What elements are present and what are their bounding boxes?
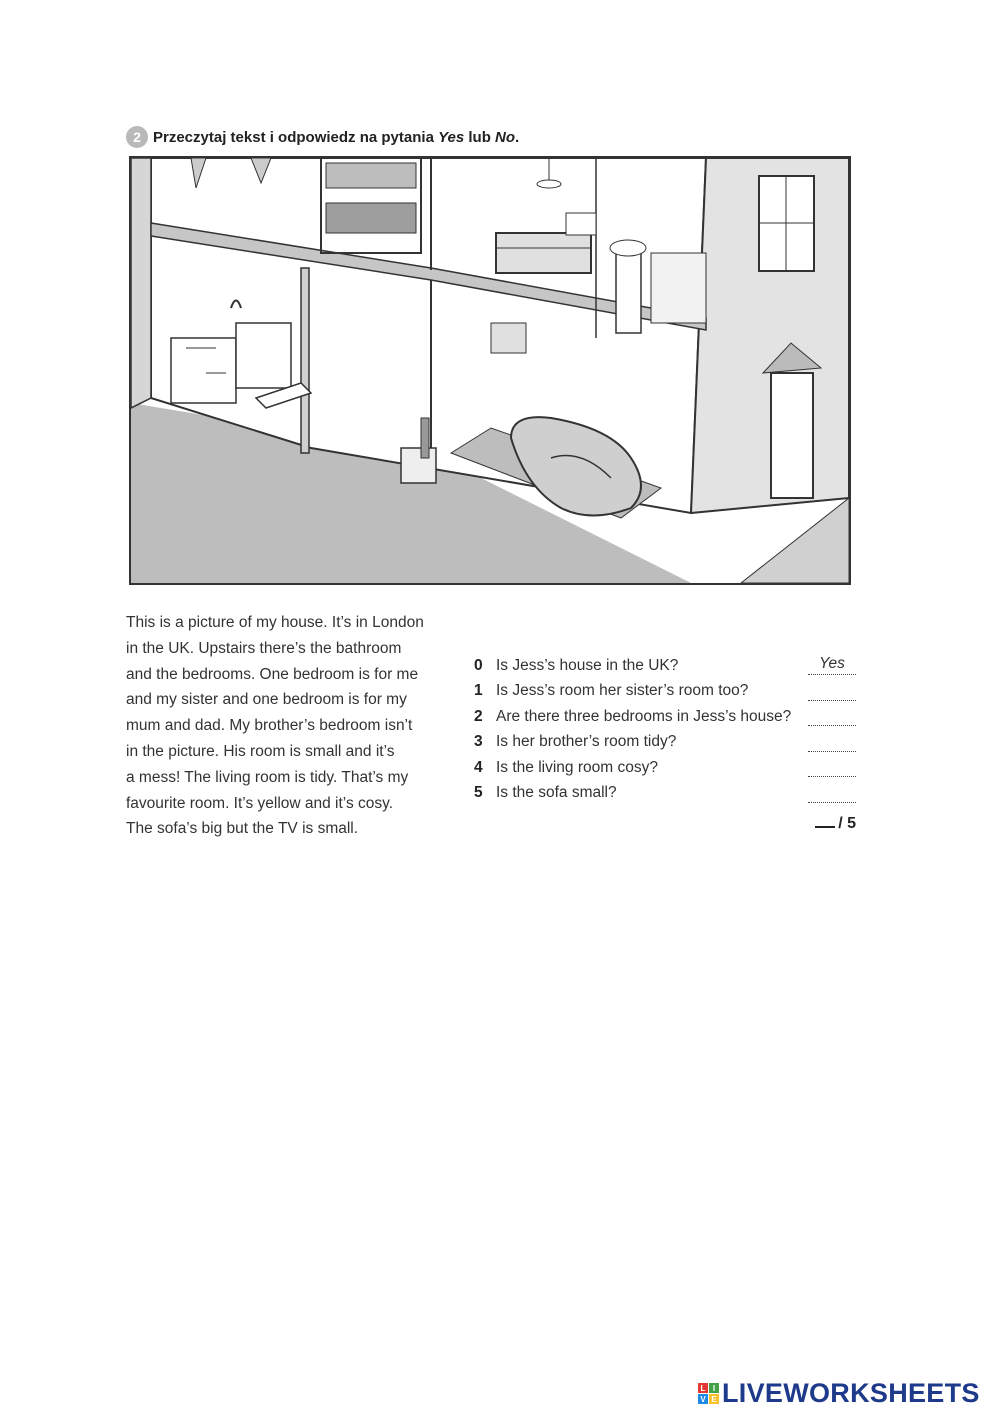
liveworksheets-logo-icon (698, 1383, 719, 1404)
question-row-5 (474, 781, 856, 807)
score-total (815, 815, 856, 833)
question-row-4 (474, 755, 856, 781)
question-text: Is Jess’s house in the UK? (496, 656, 679, 674)
question-row-2 (474, 704, 856, 730)
question-text: Are there three bedrooms in Jess’s house? (496, 707, 792, 725)
liveworksheets-brand (698, 1378, 980, 1409)
answer-input-3[interactable] (808, 732, 856, 752)
logo-letter: V (698, 1394, 708, 1404)
question-row-1 (474, 679, 856, 705)
answer-input-1[interactable] (808, 681, 856, 701)
question-number: 1 (474, 682, 483, 700)
question-number: 0 (474, 656, 483, 674)
task-header (126, 124, 519, 150)
house-cutaway-illustration (131, 158, 849, 583)
reading-line: The sofa’s big but the TV is small. (126, 820, 359, 838)
instruction-no: No (495, 128, 516, 146)
reading-line: favourite room. It’s yellow and it’s cosy. (126, 794, 394, 812)
question-number: 3 (474, 733, 483, 751)
reading-text (126, 610, 446, 842)
instruction-end: . (515, 128, 520, 146)
question-number: 4 (474, 758, 483, 776)
answer-input-4[interactable] (808, 757, 856, 777)
logo-letter: E (709, 1394, 719, 1404)
question-number: 2 (474, 707, 483, 725)
house-illustration (129, 156, 851, 585)
reading-line: a mess! The living room is tidy. That’s my (126, 768, 409, 786)
question-row-0 (474, 653, 856, 679)
score-label: / 5 (838, 815, 856, 832)
answer-example: Yes (808, 655, 856, 675)
question-number: 5 (474, 784, 483, 802)
question-text: Is her brother’s room tidy? (496, 733, 677, 751)
question-row-3 (474, 730, 856, 756)
logo-letter: I (709, 1383, 719, 1393)
score-blank (815, 826, 835, 828)
questions-list (474, 653, 856, 832)
reading-line: and the bedrooms. One bedroom is for me (126, 665, 419, 683)
reading-line: in the UK. Upstairs there’s the bathroom (126, 639, 402, 657)
reading-line: and my sister and one bedroom is for my (126, 691, 407, 709)
answer-input-2[interactable] (808, 706, 856, 726)
task-number-badge: 2 (126, 126, 148, 148)
instruction-main: Przeczytaj tekst i odpowiedz na pytania (153, 128, 439, 146)
brand-name: LIVEWORKSHEETS (722, 1378, 980, 1408)
instruction-yes: Yes (438, 128, 465, 146)
task-instruction (153, 129, 519, 146)
question-text: Is the living room cosy? (496, 758, 658, 776)
question-text: Is Jess’s room her sister’s room too? (496, 682, 749, 700)
answer-input-5[interactable] (808, 783, 856, 803)
logo-letter: L (698, 1383, 708, 1393)
reading-line: in the picture. His room is small and it’s (126, 742, 395, 760)
instruction-mid: lub (464, 128, 496, 146)
question-text: Is the sofa small? (496, 784, 617, 802)
reading-line: mum and dad. My brother’s bedroom isn’t (126, 717, 413, 735)
reading-line: This is a picture of my house. It’s in London (126, 614, 424, 631)
